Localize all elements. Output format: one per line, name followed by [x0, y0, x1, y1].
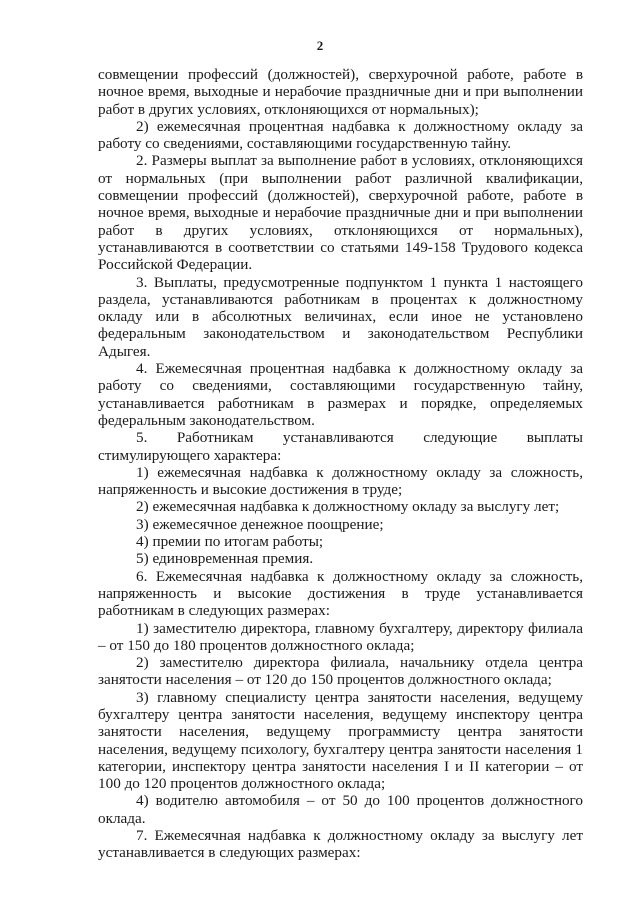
paragraph: 2. Размеры выплат за выполнение работ в условиях, отклоняющихся от нормальных (при выполнении работ различной квалификации, совмещении профессий (должностей), сверхурочной работе, работе в ночное время, выходные и нерабочие праздничные дни и при выполнении работ в других условиях, отклоняющихся от нормальных), устанавливаются в соответствии со статьями 149-158 Трудового кодекса Российской Федерации.: [98, 152, 583, 274]
document-body: [98, 66, 583, 862]
page-number: 2: [316, 38, 324, 53]
paragraph: 7. Ежемесячная надбавка к должностному окладу за выслугу лет устанавливается в следующих размерах:: [98, 827, 583, 862]
list-item: 1) ежемесячная надбавка к должностному окладу за сложность, напряженность и высокие достижения в труде;: [98, 463, 583, 499]
list-item: 2) заместителю директора филиала, начальнику отдела центра занятости населения – от 120 до 150 процентов должностного оклада;: [98, 654, 583, 689]
list-item: 1) заместителю директора, главному бухгалтеру, директору филиала – от 150 до 180 процентов должностного оклада;: [98, 619, 583, 654]
list-item: 4) водителю автомобиля – от 50 до 100 процентов должностного оклада.: [98, 792, 583, 827]
paragraph: 2) ежемесячная процентная надбавка к должностному окладу за работу со сведениями, составляющими государственную тайну.: [98, 117, 583, 153]
list-item: 5) единовременная премия.: [136, 550, 314, 568]
paragraph: 3. Выплаты, предусмотренные подпунктом 1 пункта 1 настоящего раздела, устанавливаются работникам в процентах к должностному окладу или в абсолютных величинах, если иное не установлено федеральным законодательством и законодательством Республики Адыгея.: [98, 273, 583, 360]
list-item: 2) ежемесячная надбавка к должностному окладу за выслугу лет;: [136, 498, 560, 516]
paragraph: 5. Работникам устанавливаются следующие выплаты стимулирующего характера:: [98, 429, 583, 464]
list-item: 3) главному специалисту центра занятости населения, ведущему бухгалтеру центра занятости населения, ведущему инспектору центра занятости населения, ведущему программисту центра занятости населения, ведущему психологу, бухгалтеру центра занятости населения 1 категории, инспектору центра занятости населения I и II категории – от 100 до 120 процентов должностного оклада;: [98, 688, 583, 793]
paragraph: 6. Ежемесячная надбавка к должностному окладу за сложность, напряженность и высокие достижения в труде устанавливается работникам в следующих размерах:: [98, 567, 583, 620]
list-item: 4) премии по итогам работы;: [136, 533, 324, 551]
list-item: 3) ежемесячное денежное поощрение;: [136, 515, 384, 533]
paragraph: 4. Ежемесячная процентная надбавка к должностному окладу за работу со сведениями, составляющими государственную тайну, устанавливается работникам в размерах и порядке, определяемых федеральным законодательством.: [98, 360, 583, 429]
paragraph: совмещении профессий (должностей), сверхурочной работе, работе в ночное время, выходные и нерабочие праздничные дни и при выполнении работ в других условиях, отклоняющихся от нормальных);: [98, 66, 583, 118]
